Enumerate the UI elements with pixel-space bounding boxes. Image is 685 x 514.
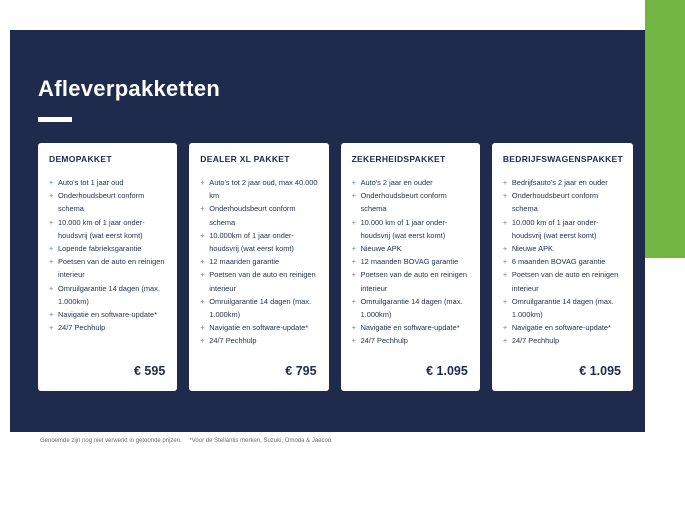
package-price: € 1.095 [579, 364, 621, 378]
feature-text: Auto's 2 jaar en ouder [360, 178, 433, 187]
plus-icon: + [200, 230, 205, 240]
feature-text: Navigatie en software-update* [360, 323, 460, 333]
plus-icon: + [351, 178, 356, 187]
feature-list [200, 176, 318, 348]
feature-text: 24/7 Pechhulp [209, 336, 257, 346]
feature-text: Onderhoudsbeurt conform schema [511, 191, 599, 214]
feature-item [352, 321, 470, 334]
package-title: DEMOPAKKET [49, 154, 112, 164]
feature-text: 10.000km of 1 jaar onderhoudsvrij (wat eerst komt) [209, 230, 294, 254]
feature-item [503, 242, 623, 255]
feature-text: Onderhoudsbeurt conform schema [209, 204, 296, 227]
plus-icon: + [502, 217, 508, 227]
feature-item [49, 216, 167, 242]
plus-icon: + [49, 244, 54, 254]
feature-item [352, 268, 470, 294]
feature-item [200, 321, 318, 334]
plus-icon: + [200, 204, 205, 214]
feature-text: Poetsen van de auto en reinigen interieur [360, 270, 467, 293]
feature-item [200, 255, 318, 268]
feature-item [200, 202, 318, 228]
plus-icon: + [502, 244, 508, 254]
feature-item [49, 308, 167, 321]
plus-icon: + [351, 336, 356, 346]
feature-item [352, 189, 470, 215]
feature-text: 24/7 Pechhulp [360, 336, 408, 346]
plus-icon: + [200, 178, 205, 187]
feature-text: 12 maanden BOVAG garantie [360, 257, 459, 267]
plus-icon: + [502, 336, 508, 346]
feature-item [503, 321, 623, 334]
feature-list [49, 176, 167, 334]
package-card [189, 143, 328, 391]
feature-text: 24/7 Pechhulp [58, 323, 106, 333]
feature-item [49, 255, 167, 281]
plus-icon: + [200, 296, 205, 306]
package-price: € 795 [285, 364, 317, 378]
feature-text: 6 maanden BOVAG garantie [511, 257, 606, 267]
feature-text: Omruilgarantie 14 dagen (max. 1.000km) [58, 283, 160, 306]
plus-icon: + [200, 323, 205, 333]
feature-item [49, 321, 167, 334]
feature-text: Navigatie en software-update* [511, 323, 611, 333]
feature-item [352, 216, 470, 242]
package-title: ZEKERHEIDSPAKKET [351, 154, 446, 164]
package-price: € 1.095 [426, 364, 468, 378]
plus-icon: + [502, 178, 508, 187]
feature-text: Omruilgarantie 14 dagen (max. 1.000km) [209, 296, 312, 320]
plus-icon: + [351, 270, 356, 280]
feature-item [200, 176, 318, 202]
feature-text: Auto's tot 1 jaar oud [58, 178, 124, 187]
plus-icon: + [200, 257, 205, 267]
footnote-asterisk-note: *Voor de Stellantis merken, Suzuki, Omoda & Jaecoo. [189, 438, 333, 444]
feature-item [49, 176, 167, 189]
main-panel [10, 30, 645, 432]
feature-item [352, 295, 470, 321]
package-card [492, 143, 633, 391]
plus-icon: + [49, 283, 54, 293]
plus-icon: + [49, 323, 54, 333]
feature-text: Navigatie en software-update* [209, 323, 309, 333]
feature-item [49, 282, 167, 308]
feature-text: Onderhoudsbeurt conform schema [58, 191, 145, 214]
feature-text: Nieuwe APK [360, 244, 402, 254]
feature-text: Lopende fabrieksgarantie [58, 244, 142, 254]
feature-item [503, 295, 623, 321]
feature-text: Poetsen van de auto en reinigen interieur [511, 270, 619, 293]
plus-icon: + [502, 296, 508, 306]
plus-icon: + [351, 191, 356, 201]
feature-list [503, 176, 623, 348]
page-title: Afleverpakketten [38, 76, 221, 101]
feature-item [200, 295, 318, 321]
plus-icon: + [351, 217, 356, 227]
package-title: DEALER XL PAKKET [200, 154, 290, 164]
feature-item [200, 268, 318, 294]
plus-icon: + [49, 191, 54, 201]
feature-text: Poetsen van de auto en reinigen interieur [209, 270, 316, 293]
feature-item [503, 255, 623, 268]
feature-item [200, 334, 318, 347]
feature-item [503, 216, 623, 242]
feature-list [352, 176, 470, 348]
plus-icon: + [49, 257, 54, 267]
feature-item [352, 334, 470, 347]
feature-text: Omruilgarantie 14 dagen (max. 1.000km) [511, 296, 614, 320]
feature-text: Omruilgarantie 14 dagen (max. 1.000km) [360, 296, 463, 320]
plus-icon: + [49, 178, 54, 187]
feature-text: Onderhoudsbeurt conform schema [360, 191, 447, 214]
plus-icon: + [502, 257, 508, 267]
feature-item [503, 334, 623, 347]
feature-text: Poetsen van de auto en reinigen interieur [58, 257, 165, 280]
feature-text: 10.000 km of 1 jaar onderhoudsvrij (wat eerst komt) [511, 217, 599, 240]
feature-item [49, 242, 167, 255]
title-underline [38, 117, 72, 122]
plus-icon: + [351, 257, 356, 267]
feature-item [49, 189, 167, 215]
feature-text: Nieuwe APK [511, 244, 553, 254]
feature-text: 12 maanden garantie [209, 257, 280, 267]
feature-item [352, 176, 470, 189]
footnote-text: Genoemde zijn nog niet verwerkt in getoonde prijzen. [40, 438, 182, 444]
feature-item [503, 189, 623, 215]
packages-row [38, 143, 633, 391]
feature-text: 10.000 km of 1 jaar onderhoudsvrij (wat eerst komt) [360, 217, 448, 240]
feature-item [503, 176, 623, 189]
plus-icon: + [502, 270, 508, 280]
plus-icon: + [49, 310, 54, 320]
feature-text: Auto's tot 2 jaar oud, max 40.000 km [209, 178, 318, 201]
feature-item [200, 229, 318, 255]
feature-text: 10.000 km of 1 jaar onderhoudsvrij (wat eerst komt) [58, 217, 145, 240]
plus-icon: + [351, 323, 356, 333]
package-card [38, 143, 177, 391]
feature-text: Navigatie en software-update* [58, 310, 158, 320]
feature-text: 24/7 Pechhulp [511, 336, 560, 346]
footnote [40, 438, 333, 444]
green-accent-block [645, 0, 685, 258]
plus-icon: + [200, 270, 205, 280]
plus-icon: + [502, 191, 508, 201]
feature-item [352, 255, 470, 268]
plus-icon: + [502, 323, 508, 333]
plus-icon: + [351, 296, 356, 306]
plus-icon: + [351, 244, 356, 254]
feature-item [503, 268, 623, 294]
package-card [341, 143, 480, 391]
plus-icon: + [200, 336, 205, 346]
feature-text: Bedrijfsauto's 2 jaar en ouder [511, 178, 608, 187]
package-price: € 595 [134, 364, 166, 378]
plus-icon: + [49, 217, 54, 227]
feature-item [352, 242, 470, 255]
package-title: BEDRIJFSWAGENSPAKKET [502, 154, 623, 164]
